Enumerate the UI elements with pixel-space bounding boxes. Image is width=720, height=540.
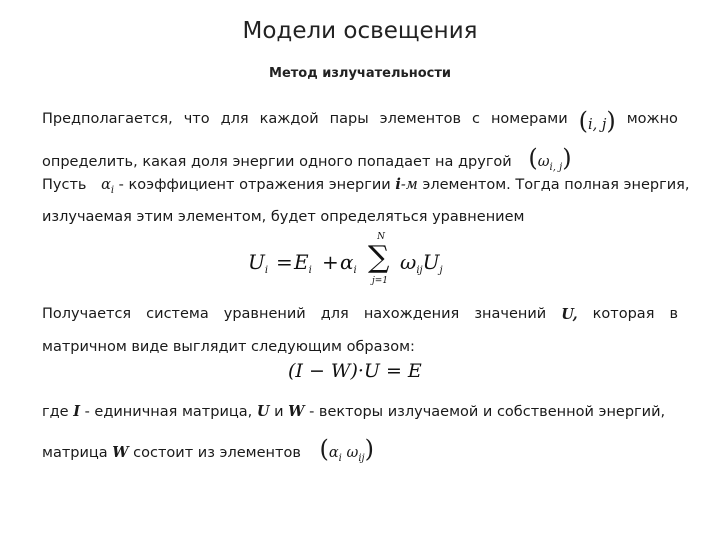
w-symbol: W bbox=[112, 444, 129, 461]
slide-title: Модели освещения bbox=[242, 18, 478, 44]
paragraph-line-3 bbox=[42, 176, 690, 196]
text: и bbox=[274, 404, 284, 420]
omega-ij: $(\omega_{i, j})$ bbox=[528, 144, 572, 173]
word: значений bbox=[474, 306, 547, 322]
word: элементов bbox=[379, 111, 461, 127]
paragraph-line-4 bbox=[42, 209, 678, 225]
paragraph-line-6 bbox=[42, 339, 678, 355]
word: можно bbox=[626, 111, 678, 127]
text: состоит из элементов bbox=[133, 445, 301, 461]
u-symbol: U bbox=[256, 403, 270, 420]
word: нахождения bbox=[363, 306, 460, 322]
matrix-equation: (I − W)·U = E bbox=[288, 360, 422, 382]
text: определить, какая доля энергии одного попадает на другой bbox=[42, 154, 512, 170]
text: излучаемая этим элементом, будет определяться уравнением bbox=[42, 209, 525, 225]
word: Получается bbox=[42, 306, 132, 322]
text: матрица bbox=[42, 445, 108, 461]
word: номерами bbox=[490, 111, 568, 127]
slide-subtitle: Метод излучательности bbox=[269, 66, 451, 81]
text: матричном виде выглядит следующим образом: bbox=[42, 339, 415, 355]
i-letter: i bbox=[395, 176, 401, 193]
word: которая bbox=[592, 306, 655, 322]
text: - единичная матрица, bbox=[84, 404, 253, 420]
text: элементом. Тогда полная энергия, bbox=[422, 177, 690, 193]
word: Предполагается, bbox=[42, 111, 173, 127]
word: что bbox=[183, 111, 210, 127]
word: пары bbox=[329, 111, 369, 127]
word: для bbox=[220, 111, 249, 127]
alpha-i: $\alpha_i$ bbox=[101, 177, 115, 196]
paragraph-line-2 bbox=[42, 144, 678, 173]
word: с bbox=[471, 111, 480, 127]
index-pair: (i, j) bbox=[578, 107, 616, 135]
word: в bbox=[669, 306, 678, 322]
word: система bbox=[146, 306, 209, 322]
radiosity-equation: $U_i$ = $E_i$ + $\alpha_i$ N ∑ j=1 $\omega_{ij}U_j$ bbox=[248, 232, 443, 286]
word: уравнений bbox=[223, 306, 306, 322]
paragraph-line-5 bbox=[42, 306, 678, 323]
text: - векторы излучаемой и собственной энергий, bbox=[309, 404, 666, 420]
paragraph-line-7 bbox=[42, 403, 678, 420]
text: - коэффициент отражения энергии bbox=[118, 177, 391, 193]
paragraph-line-1 bbox=[42, 107, 678, 135]
paragraph-line-8 bbox=[42, 435, 678, 464]
word: для bbox=[320, 306, 349, 322]
suffix: -м bbox=[400, 177, 418, 193]
text: Пусть bbox=[42, 177, 87, 193]
text: где bbox=[42, 404, 69, 420]
u-symbol: U, bbox=[561, 306, 578, 323]
i-symbol: I bbox=[73, 403, 80, 420]
alpha-omega-elements: ($\alpha_i$ $\omega_{ij}$) bbox=[319, 435, 374, 464]
w-symbol: W bbox=[288, 403, 305, 420]
word: каждой bbox=[259, 111, 319, 127]
